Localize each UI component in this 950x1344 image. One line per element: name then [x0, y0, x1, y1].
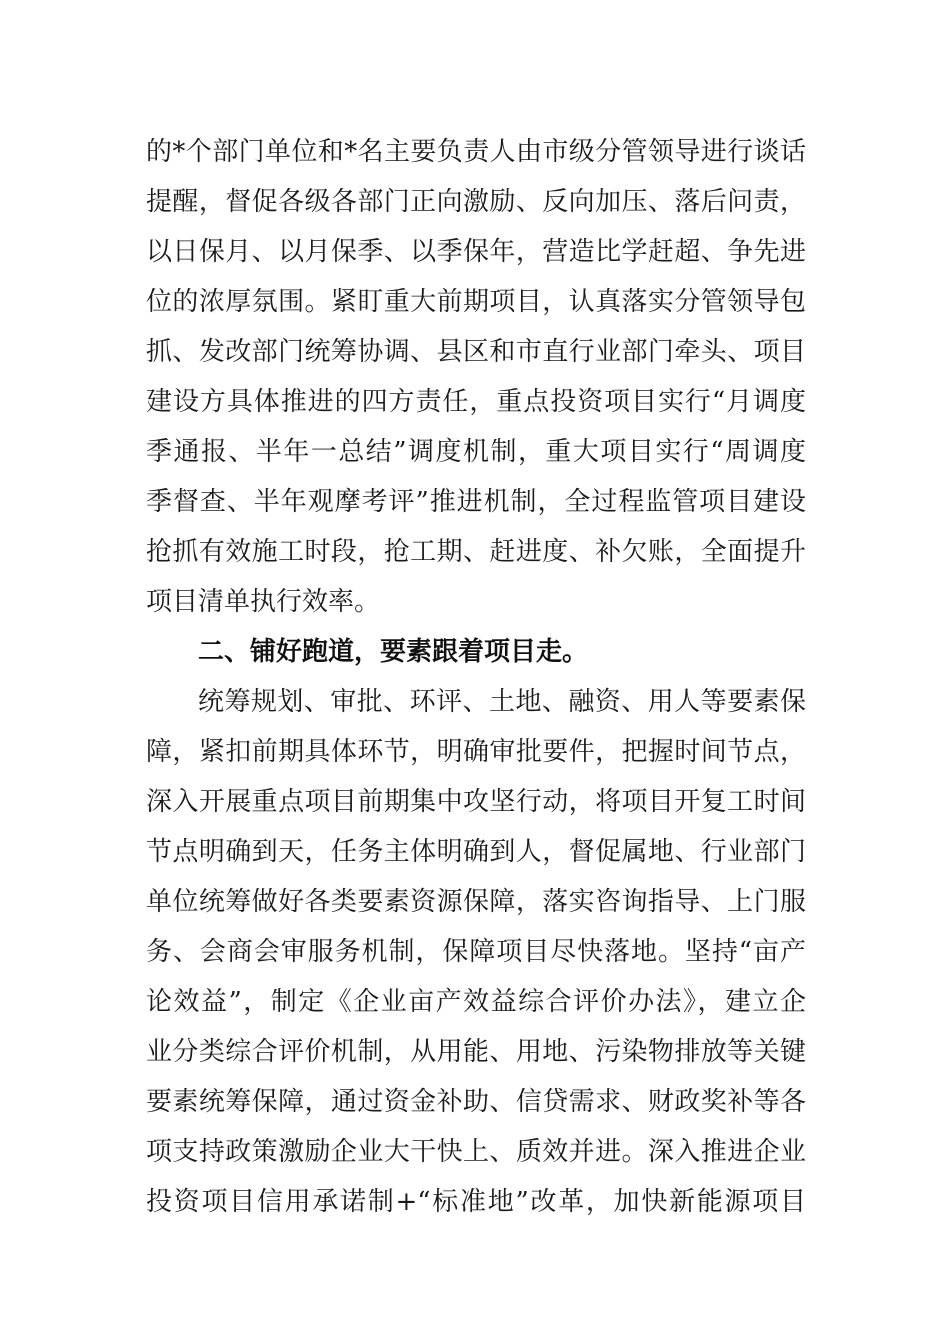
paragraph-2-line-10: 项支持政策激励企业大干快上、质效并进。深入推进企业	[146, 1137, 806, 1167]
paragraph-2-line-4: 节点明确到天，任务主体明确到人，督促属地、行业部门	[146, 837, 806, 867]
paragraph-1-line-8: 季督查、半年观摩考评”推进机制，全过程监管项目建设	[146, 487, 806, 517]
paragraph-1-line-7: 季通报、半年一总结”调度机制，重大项目实行“周调度	[146, 437, 806, 467]
paragraph-2-line-11: 投资项目信用承诺制+“标准地”改革，加快新能源项目	[146, 1187, 806, 1217]
section-heading-2: 二、铺好跑道，要素跟着项目走。	[198, 637, 589, 667]
paragraph-1-line-1: 的*个部门单位和*名主要负责人由市级分管领导进行谈话	[146, 137, 806, 167]
paragraph-2-line-7: 论效益”，制定《企业亩产效益综合评价办法》，建立企	[146, 987, 806, 1017]
paragraph-2-line-2: 障，紧扣前期具体环节，明确审批要件，把握时间节点，	[146, 737, 806, 767]
paragraph-1-line-10: 项目清单执行效率。	[146, 587, 381, 617]
paragraph-1-line-5: 抓、发改部门统筹协调、县区和市直行业部门牵头、项目	[146, 337, 806, 367]
paragraph-2-line-8: 业分类综合评价机制，从用能、用地、污染物排放等关键	[146, 1037, 806, 1067]
paragraph-1-line-3: 以日保月、以月保季、以季保年，营造比学赶超、争先进	[146, 237, 806, 267]
paragraph-1-line-4: 位的浓厚氛围。紧盯重大前期项目，认真落实分管领导包	[146, 287, 806, 317]
paragraph-2-line-1: 统筹规划、审批、环评、土地、融资、用人等要素保	[198, 687, 806, 717]
paragraph-2-line-3: 深入开展重点项目前期集中攻坚行动，将项目开复工时间	[146, 787, 806, 817]
paragraph-2-line-6: 务、会商会审服务机制，保障项目尽快落地。坚持“亩产	[146, 937, 806, 967]
paragraph-1-line-2: 提醒，督促各级各部门正向激励、反向加压、落后问责，	[146, 187, 806, 217]
paragraph-2-line-9: 要素统筹保障，通过资金补助、信贷需求、财政奖补等各	[146, 1087, 806, 1117]
paragraph-2-line-5: 单位统筹做好各类要素资源保障，落实咨询指导、上门服	[146, 887, 806, 917]
paragraph-1-line-9: 抢抓有效施工时段，抢工期、赶进度、补欠账，全面提升	[146, 537, 806, 567]
paragraph-1-line-6: 建设方具体推进的四方责任，重点投资项目实行“月调度	[146, 387, 806, 417]
